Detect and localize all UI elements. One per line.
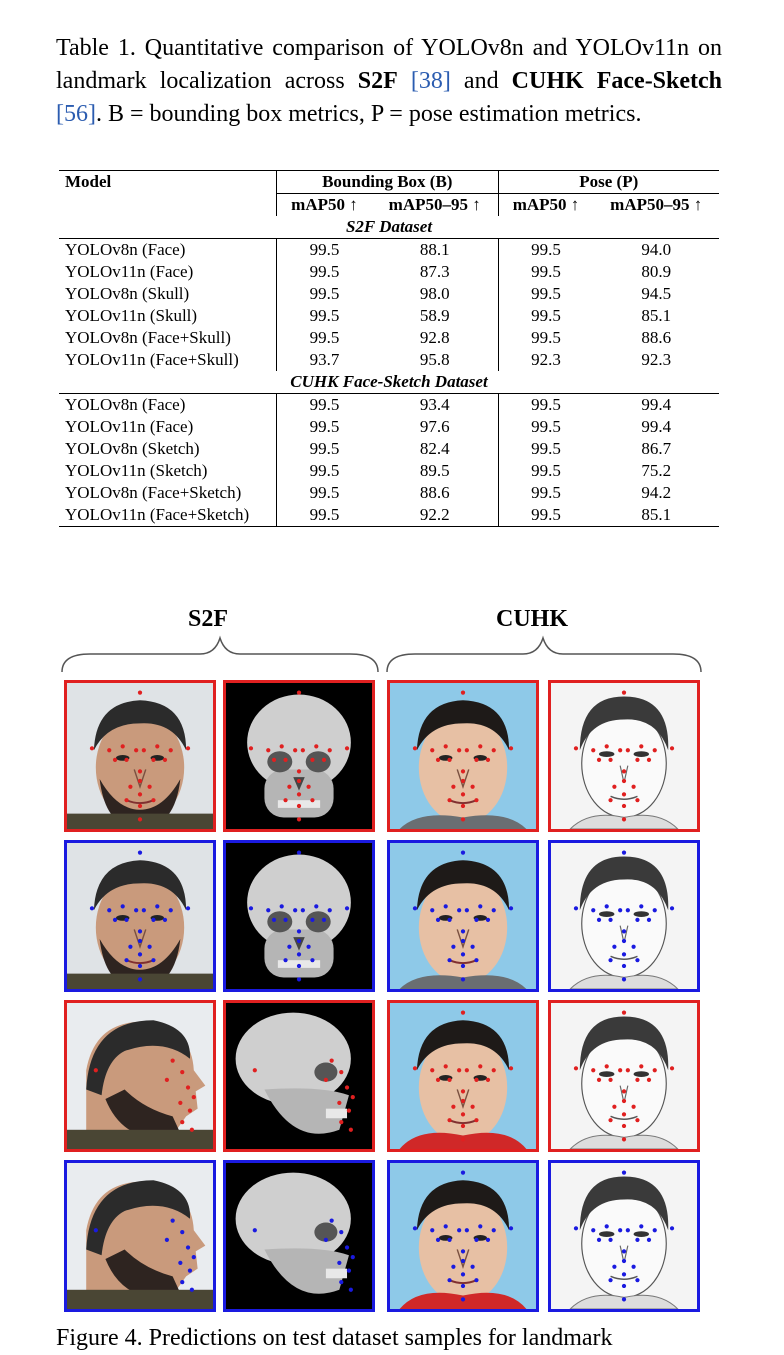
table-row <box>59 261 719 283</box>
metric-cell: 88.1 <box>419 240 450 259</box>
figure-label-cuhk: CUHK <box>496 606 568 632</box>
face-sample-image <box>64 680 216 832</box>
metric-cell: 99.5 <box>498 394 593 417</box>
section-header <box>59 371 719 394</box>
table-caption: Table 1. Quantitative comparison of YOLOv8n and YOLOv11n on landmark localization across S2F [38] and CUHK Face-Sketch [56]. B = bounding box metrics, P = pose estimation metrics. <box>56 35 723 127</box>
metric-cell: 94.0 <box>641 240 672 259</box>
metric-cell: 99.5 <box>277 438 372 460</box>
metric-cell: 94.5 <box>641 284 672 303</box>
subheader-p-map50: mAP50 ↑ <box>498 194 593 217</box>
metric-cell: 92.3 <box>498 349 593 371</box>
metric-cell: 99.5 <box>277 283 372 305</box>
metric-cell: 99.5 <box>277 327 372 349</box>
face-sample-image <box>64 1160 216 1312</box>
skull-sample-image <box>223 1000 375 1152</box>
metric-cell: 86.7 <box>641 439 672 458</box>
metric-cell: 88.6 <box>641 328 672 347</box>
dataset-name-cuhk: CUHK Face-Sketch <box>511 68 723 94</box>
metric-cell: 89.5 <box>419 461 450 480</box>
metric-cell: 75.2 <box>641 461 672 480</box>
table-row <box>59 460 719 482</box>
table-row <box>59 504 719 527</box>
photo-sample-image <box>387 1000 539 1152</box>
metric-cell: 99.5 <box>498 482 593 504</box>
results-table <box>59 170 719 527</box>
table-row <box>59 305 719 327</box>
model-name-cell: YOLOv8n (Face) <box>65 240 186 259</box>
photo-sample-image <box>387 1160 539 1312</box>
section-header <box>59 216 719 239</box>
model-name-cell: YOLOv8n (Face+Skull) <box>65 328 231 347</box>
citation-link-38[interactable]: [38] <box>410 68 451 94</box>
section-title: S2F Dataset <box>59 216 719 239</box>
face-sample-image <box>64 840 216 992</box>
metric-cell: 94.2 <box>641 483 672 502</box>
metric-cell: 82.4 <box>419 439 450 458</box>
model-name-cell: YOLOv11n (Face+Sketch) <box>59 504 277 527</box>
model-name-cell: YOLOv8n (Skull) <box>65 284 190 303</box>
photo-sample-image <box>387 680 539 832</box>
metric-cell: 99.5 <box>277 504 372 527</box>
face-sample-image <box>64 1000 216 1152</box>
metric-cell: 99.5 <box>498 327 593 349</box>
table-row <box>59 482 719 504</box>
figure-caption: Figure 4. Predictions on test dataset samples for landmark <box>56 1325 613 1351</box>
metric-cell: 97.6 <box>419 417 450 436</box>
model-column-header: Model <box>65 172 112 191</box>
metric-cell: 99.5 <box>277 482 372 504</box>
metric-cell: 99.5 <box>498 438 593 460</box>
metric-cell: 99.4 <box>641 395 672 414</box>
section-title: CUHK Face-Sketch Dataset <box>59 371 719 394</box>
metric-cell: 58.9 <box>419 306 450 325</box>
subheader-b-map50-95: mAP50–95 ↑ <box>388 195 481 214</box>
metric-cell: 85.1 <box>593 504 719 527</box>
pose-group-header: Pose (P) <box>498 171 719 194</box>
metric-cell: 99.5 <box>498 283 593 305</box>
model-name-cell: YOLOv11n (Skull) <box>65 306 198 325</box>
model-name-cell: YOLOv11n (Face) <box>65 262 194 281</box>
figure-label-s2f: S2F <box>188 606 229 632</box>
model-name-cell: YOLOv11n (Face+Skull) <box>65 350 239 369</box>
metric-cell: 85.1 <box>641 306 672 325</box>
metric-cell: 99.5 <box>498 460 593 482</box>
metric-cell: 99.5 <box>498 504 593 527</box>
table-row <box>59 416 719 438</box>
metric-cell: 99.5 <box>498 305 593 327</box>
skull-sample-image <box>223 1160 375 1312</box>
metric-cell: 99.5 <box>277 394 372 417</box>
sketch-sample-image <box>548 1000 700 1152</box>
model-name-cell: YOLOv8n (Face) <box>65 395 186 414</box>
metric-cell: 92.2 <box>372 504 498 527</box>
metric-cell: 87.3 <box>419 262 450 281</box>
metric-cell: 80.9 <box>641 262 672 281</box>
metric-cell: 88.6 <box>419 483 450 502</box>
metric-cell: 99.5 <box>277 416 372 438</box>
table-row <box>59 239 719 262</box>
metric-cell: 92.8 <box>419 328 450 347</box>
model-name-cell: YOLOv8n (Face+Sketch) <box>65 483 242 502</box>
metric-cell: 99.5 <box>498 416 593 438</box>
citation-link-56[interactable]: [56] <box>56 101 96 127</box>
metric-cell: 99.5 <box>277 460 372 482</box>
subheader-b-map50: mAP50 ↑ <box>277 194 372 217</box>
model-name-cell: YOLOv8n (Sketch) <box>65 439 200 458</box>
table-row <box>59 394 719 417</box>
skull-sample-image <box>223 840 375 992</box>
metric-cell: 99.5 <box>498 261 593 283</box>
subheader-p-map50-95: mAP50–95 ↑ <box>610 195 703 214</box>
metric-cell: 99.5 <box>277 305 372 327</box>
metric-cell: 99.5 <box>277 261 372 283</box>
model-name-cell: YOLOv11n (Sketch) <box>65 461 208 480</box>
bounding-box-group-header: Bounding Box (B) <box>277 171 499 194</box>
metric-cell: 93.7 <box>277 349 372 371</box>
dataset-name-s2f: S2F <box>357 68 398 94</box>
metric-cell: 93.4 <box>419 395 450 414</box>
metric-cell: 92.3 <box>641 350 672 369</box>
brace-cuhk <box>385 634 705 674</box>
skull-sample-image <box>223 680 375 832</box>
table-row <box>59 327 719 349</box>
table-row <box>59 349 719 371</box>
photo-sample-image <box>387 840 539 992</box>
sketch-sample-image <box>548 840 700 992</box>
table-row <box>59 283 719 305</box>
table-row <box>59 438 719 460</box>
brace-s2f <box>60 634 382 674</box>
table-body <box>59 216 719 527</box>
metric-cell: 98.0 <box>419 284 450 303</box>
metric-cell: 99.5 <box>498 239 593 262</box>
metric-cell: 99.5 <box>277 239 372 262</box>
model-name-cell: YOLOv11n (Face) <box>65 417 194 436</box>
sketch-sample-image <box>548 1160 700 1312</box>
metric-cell: 99.4 <box>641 417 672 436</box>
sketch-sample-image <box>548 680 700 832</box>
metric-cell: 95.8 <box>419 350 450 369</box>
